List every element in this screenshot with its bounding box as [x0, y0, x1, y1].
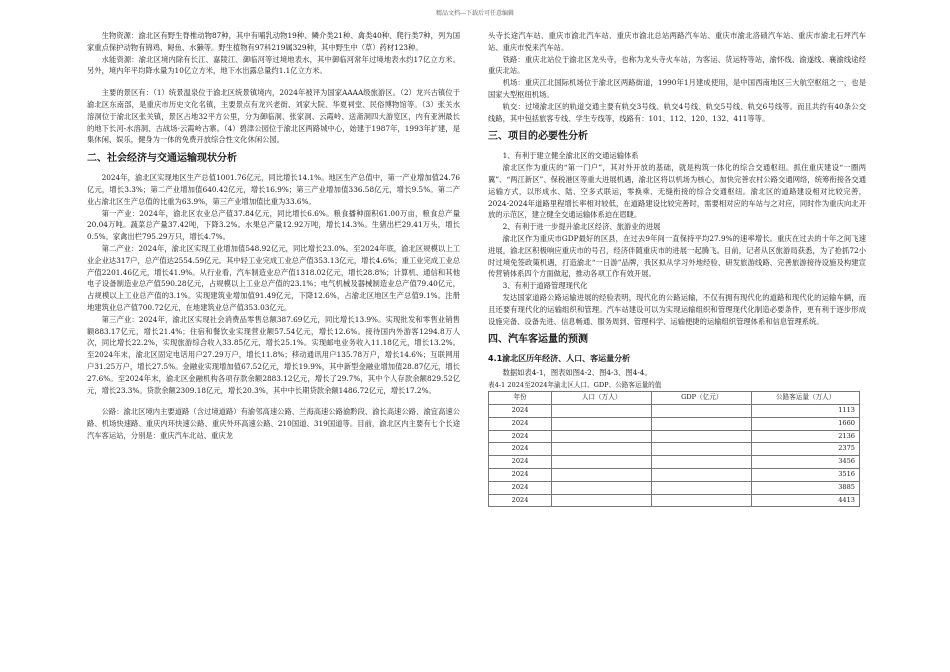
table-cell — [552, 456, 652, 469]
table-cell: 3885 — [752, 481, 860, 494]
table-cell — [652, 404, 752, 417]
subsection-heading: 4.1渝北区历年经济、人口、客运量分析 — [488, 354, 631, 364]
table-cell: 2024 — [489, 417, 552, 430]
table-cell: 4413 — [752, 494, 860, 507]
paragraph: 头寺长途汽车站、重庆市渝北汽车站、重庆市渝北总站两路汽车站、重庆市渝北洛碛汽车站、重庆市渝北石坪汽车站、重庆市悦来汽车站。 — [488, 31, 866, 52]
table-cell — [552, 417, 652, 430]
paragraph: 公路：渝北区境内主要道路（含过境道路）有渝邻高速公路、兰海高速公路渝黔段、渝长高速公路、渝宜高速公路、机场快速路、重庆内环快速公路、重庆外环高速公路、210国道、319国道等。目前，渝北区内主要有七个长途汽车客运站，分别是：重庆汽车北站、重庆龙 — [87, 407, 460, 440]
subheading: 3、有利于道路管理现代化 — [502, 281, 588, 291]
table-cell — [652, 481, 752, 494]
table-cell — [652, 494, 752, 507]
paragraph: 发达国家道路公路运输进展的经验表明，现代化的公路运输，不仅有拥有现代化的道路和现代化的运输车辆，而且还要有现代化的运输组织和管理。汽车站建设可以为实现运输组织和管理现代化制造必要条件，更有利于逐步形成设施完备、设备先进、信息畅通、服务周到、管理科学、运输便捷的运输组织管理体系和信息管理系统。 — [488, 292, 866, 326]
subheading: 1、有利于建立健全渝北区的交通运输体系 — [502, 151, 639, 161]
table-cell — [552, 430, 652, 443]
table-cell — [652, 443, 752, 456]
table-row — [489, 468, 860, 481]
table-header-cell: 人口（万人） — [552, 392, 652, 405]
table-header-cell: 年份 — [489, 392, 552, 405]
table-cell: 2024 — [489, 481, 552, 494]
table-row — [489, 494, 860, 507]
paragraph: 生物资源：渝北区有野生脊椎动物87种，其中有哺乳动物19种、鳞介类21种、禽类40种、爬行类7种，列为国家重点保护动物有锦鸡、鲟鱼、水獭等。野生植物有97科219属329种，其中野生中（草）药材123种。 — [87, 31, 460, 52]
data-table — [488, 391, 860, 507]
section-heading: 四、汽车客运量的预测 — [488, 334, 588, 346]
paragraph: 轨交：过境渝北区的轨道交通主要有轨交3号线、轨交4号线、轨交5号线、轨交6号线等。而且共约有40条公交线路，其中包括旅客专线、学生专线等，线路有：101、112、120、132、411等等。 — [488, 101, 866, 123]
table-cell: 2024 — [489, 456, 552, 469]
table-header-cell: GDP（亿元） — [652, 392, 752, 405]
paragraph: 渝北区作为重庆的“第一门户”，其对外开放的基础，就是构筑一体化的综合交通枢纽。抓住重庆建设“一圈两翼”、“两江新区”、保税港区等重大进展机遇，渝北区将以机场为核心，加快完善农村公路交通网络，统筹衔接各交通运输方式，以形成水、陆、空多式联运，零换乘、无缝衔接的综合交通枢纽。渝北区的道路建设相对比较完善，2024-2024年道路里程增长率相对较低，在道路建设比较完善时，需要相对应的车站与之对应，同时作为重庆向北开放的示范区，建立健全交通运输体系迫在眉睫。 — [488, 163, 866, 220]
table-row — [489, 481, 860, 494]
table-row — [489, 417, 860, 430]
section-heading: 二、社会经济与交通运输现状分析 — [87, 153, 237, 165]
table-cell — [552, 443, 652, 456]
table-cell: 2375 — [752, 443, 860, 456]
paragraph: 水能资源：渝北区境内除有长江、嘉陵江、御临河等过境地表水，其中御临河常年过境地表水约17亿立方米。另外，境内年平均降水量为10亿立方米，地下水出露总量约1.1亿立方米。 — [87, 54, 460, 76]
table-cell — [652, 417, 752, 430]
data-note: 数据如表4-1，图表如图4-2、图4-3、图4-4。 — [502, 368, 652, 378]
table-cell: 2024 — [489, 404, 552, 417]
paragraph: 2024年，渝北区实现地区生产总值1001.76亿元，同比增长14.1%。地区生产总值中，第一产业增加值24.76亿元，增长3.3%；第二产业增加值640.42亿元，增长16.9%；第三产业增加值336.58亿元，增长9.5%。第二产业占渝北区生产总值的比重为63.9%，第三产业增加值比重为33.6%。 — [87, 173, 460, 206]
table-cell — [652, 456, 752, 469]
left-column — [87, 30, 460, 442]
table-cell: 1660 — [752, 417, 860, 430]
table-caption: 表4-1 2024至2024年渝北区人口、GDP、公路客运量的值 — [488, 381, 662, 390]
table-cell: 2024 — [489, 468, 552, 481]
page-header: 精品文档---下载后可任意编辑 — [435, 10, 515, 17]
paragraph: 渝北区作为重庆市GDP最好的区县，在过去9年间一直保持平均27.9%的速率增长。重庆在过去的十年之间飞速进展，渝北区积极响应重庆市的号召，经济伴随重庆市的进展一起腾飞。目前，记者从区旅游局获悉，为了抢抓72小时过境免签政策机遇，打造渝北“一日游”品牌，我区拟从学习外地经验、研发旅游线路、完善旅游接待设施及构建宣传营销体系四个方面做起，推动各项工作有效开展。 — [488, 233, 866, 279]
table-cell: 2024 — [489, 494, 552, 507]
table-header-row — [489, 392, 860, 405]
paragraph: 第二产业：2024年，渝北区实现工业增加值548.92亿元，同比增长23.0%。至2024年底，渝北区规模以上工业企业达317户，总产值达2554.59亿元。其中轻工业完成工业总产值353.13亿元，增长4.6%；重工业完成工业总产值2201.46亿元，增长41.9%。从行业看，汽车制造业总产值1318.02亿元，增长28.8%；计算机、通信和其他电子设备制造业总产值590.28亿元，占规模以上工业总产值的23.1%；电气机械及器械制造业总产值79.40亿元，占规模以上工业总产值的3.1%。实现建筑业增加值91.49亿元，下降12.6%，占渝北区地区生产总值9.1%。注册地建筑业总产值700.72亿元，在地建筑业总产值353.03亿元。 — [87, 243, 460, 312]
table-cell: 3456 — [752, 456, 860, 469]
subheading: 2、有利于进一步提升渝北区经济、旅游业的进展 — [502, 222, 661, 232]
table-row — [489, 430, 860, 443]
table-cell: 2136 — [752, 430, 860, 443]
paragraph: 铁路：重庆北站位于渝北区龙头寺，也称为龙头寺火车站，为客运、货运特等站，渝怀线、渝遂线、襄渝线途经重庆北站。 — [488, 54, 866, 76]
table-row — [489, 443, 860, 456]
right-column — [488, 30, 866, 507]
table-cell: 1113 — [752, 404, 860, 417]
table-row — [489, 404, 860, 417]
table-cell — [552, 404, 652, 417]
table-cell: 3516 — [752, 468, 860, 481]
table-cell: 2024 — [489, 443, 552, 456]
table-cell — [552, 468, 652, 481]
table-header-cell: 公路客运量（万人） — [752, 392, 860, 405]
paragraph: 第三产业：2024年，渝北区实现社会消费品零售总额387.69亿元，同比增长13.9%。实现批发和零售业销售额883.17亿元，增长21.4%；住宿和餐饮业实现营业额57.54亿元，增长12.6%。接待国内外游客1294.8万人次，同比增长22.2%，实现旅游综合收入33.85亿元，增长25.1%。实现邮电业务收入11.18亿元，增长13.2%。至2024年末，渝北区固定电话用户27.29万户，增长11.8%；移动通讯用户135.78万户，增长14.6%；互联网用户31.25万户，增长27.5%。金融业实现增加值67.52亿元，增长19.9%，其中新型金融业增加值28.87亿元，增长27.6%。至2024年末，渝北区金融机构各项存款余额2883.12亿元，增长了29.7%，其中个人存款余额829.52亿元，增长23.3%。贷款余额2309.18亿元，增长20.3%，其中中长期贷款余额1486.72亿元，增长17.2%。 — [87, 314, 460, 395]
table-row — [489, 456, 860, 469]
paragraph: 第一产业：2024年，渝北区农业总产值37.84亿元，同比增长6.6%。粮食播种面积61.00万亩，粮食总产量20.04万吨。蔬菜总产量37.42吨，下降3.2%。水果总产量12.92万吨，增长14.3%。生猪出栏29.41万头，增长0.5%。家禽出栏795.29万只，增长4.7%。 — [87, 208, 460, 242]
table-cell — [652, 430, 752, 443]
section-heading: 三、项目的必要性分析 — [488, 131, 588, 143]
table-cell — [552, 481, 652, 494]
paragraph: 主要的景区有：（1）统景温泉位于渝北区统景镇境内，2024年被评为国家AAAA级旅游区。（2）龙兴古镇位于渝北区东南部，是重庆市历史文化名镇，主要景点有龙兴老街、刘家大院、华夏祠堂、民俗博物馆等。（3）张关水溶洞位于渝北区张关镇，景区占地32平方公里，分为御临洞、张家洞、云霞岭、送斋洞四大游览区，内有亚洲最长的地下长河-水溶洞、古战场-云霞岭古寨。（4）碧津公园位于渝北区两路城中心，始建于1987年，1993年扩建，是集休闲、娱乐，健身为一体的免费开放综合性文化休闲公园。 — [87, 88, 460, 145]
table-cell — [652, 468, 752, 481]
paragraph: 机场：重庆江北国际机场位于渝北区两路街道，1990年1月建成使用，是中国西南地区三大航空枢纽之一，也是国家大型枢纽机场。 — [488, 78, 866, 99]
table-cell: 2024 — [489, 430, 552, 443]
table-cell — [552, 494, 652, 507]
